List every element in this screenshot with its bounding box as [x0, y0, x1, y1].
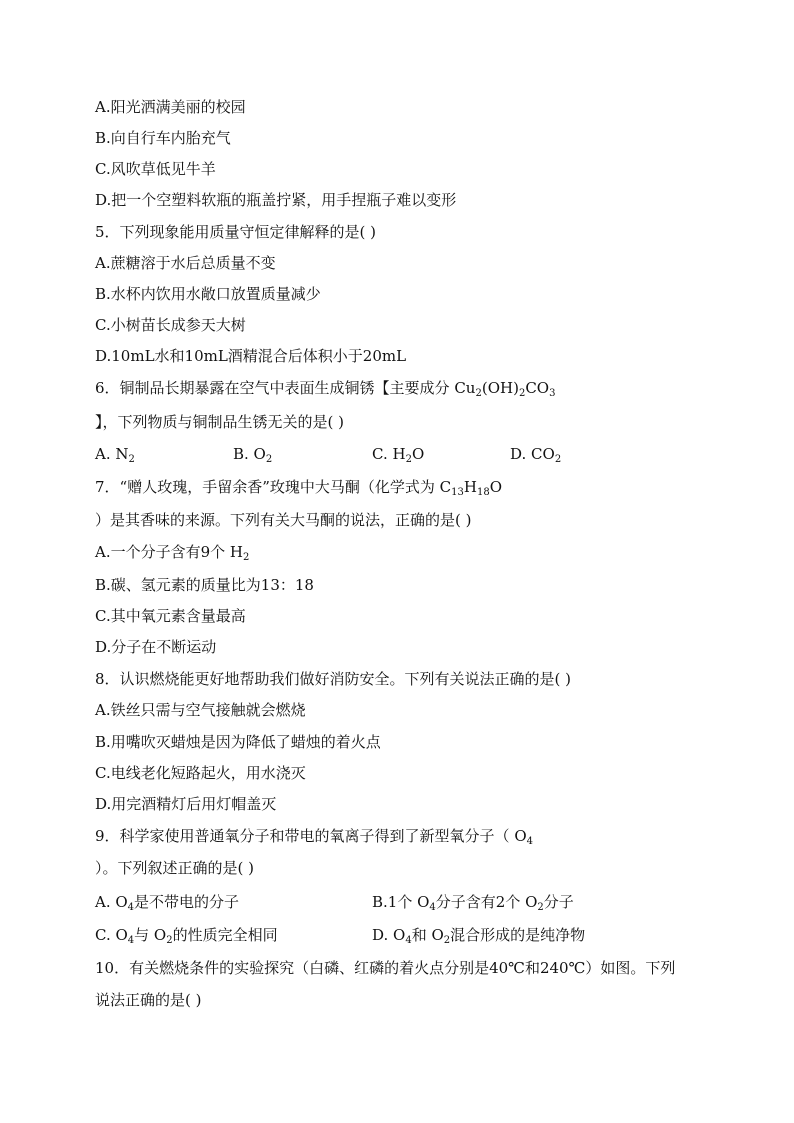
q10-stem-line2: 说法正确的是( )	[95, 991, 202, 1009]
formula-subscript: 4	[127, 902, 135, 913]
q9-option-b	[372, 892, 574, 918]
q9-stem-text: 9．科学家使用普通氧分子和带电的氧离子得到了新型氧分子（ O	[95, 827, 527, 845]
formula-subscript: 2	[518, 388, 526, 399]
q10-stem-line1: 10．有关燃烧条件的实验探究（白磷、红磷的着火点分别是40℃和240℃）如图。下列	[95, 959, 676, 977]
option-text: 的性质完全相同	[172, 926, 278, 944]
q5-stem: 5．下列现象能用质量守恒定律解释的是( )	[95, 223, 377, 241]
option-text: 混合形成的是纯净物	[450, 926, 586, 944]
formula-subscript: 4	[429, 902, 436, 913]
formula-part: Cu	[454, 379, 476, 397]
option-text: D. CO	[510, 445, 555, 463]
q8-option-b: B.用嘴吹灭蜡烛是因为降低了蜡烛的着火点	[95, 733, 381, 751]
q4-option-d: D.把一个空塑料软瓶的瓶盖拧紧，用手捏瓶子难以变形	[95, 191, 457, 209]
q6-option-d	[510, 444, 561, 470]
option-text: A. O	[95, 893, 128, 911]
option-text: B. O	[233, 445, 266, 463]
q4-option-b: B.向自行车内胎充气	[95, 129, 231, 147]
option-text: O	[411, 445, 425, 463]
option-text: C. H	[372, 445, 406, 463]
formula-subscript: 2	[128, 454, 135, 465]
q7-stem-text: 7．“赠人玫瑰，手留余香”玫瑰中大马酮（化学式为 C	[95, 478, 452, 496]
formula-subscript: 2	[265, 454, 273, 465]
q7-option-c: C.其中氧元素含量最高	[95, 607, 246, 625]
formula-subscript: 2	[475, 388, 482, 399]
q6-stem-line2: 】，下列物质与铜制品生锈无关的是( )	[95, 413, 344, 431]
q8-option-a: A.铁丝只需与空气接触就会燃烧	[95, 701, 306, 719]
q9-stem-line2: ）。下列叙述正确的是( )	[95, 859, 254, 877]
q9-stem-line1	[95, 826, 533, 846]
formula-part: (OH)	[481, 379, 519, 397]
q7-stem-line1	[95, 477, 502, 497]
q6-stem-text: 6．铜制品长期暴露在空气中表面生成铜锈【主要成分	[95, 379, 450, 397]
q9-option-c	[95, 925, 278, 951]
option-text: 与 O	[134, 926, 167, 944]
option-text: D. O	[372, 926, 406, 944]
q6-option-a	[95, 444, 135, 470]
option-text: B.1个 O	[372, 893, 430, 911]
option-text: A. N	[95, 445, 129, 463]
formula-subscript: 2	[166, 935, 173, 946]
option-text: C. O	[95, 926, 128, 944]
q8-stem: 8．认识燃烧能更好地帮助我们做好消防安全。下列有关说法正确的是( )	[95, 670, 572, 688]
q5-option-c: C.小树苗长成参天大树	[95, 316, 246, 334]
q5-option-a: A.蔗糖溶于水后总质量不变	[95, 254, 276, 272]
formula-subscript: 2	[243, 552, 250, 563]
formula-subscript: 4	[526, 836, 533, 847]
formula-subscript: 2	[537, 902, 544, 913]
q7-option-b: B.碳、氢元素的质量比为13：18	[95, 576, 314, 594]
q5-option-d: D.10mL水和10mL酒精混合后体积小于20mL	[95, 347, 407, 365]
q6-stem-line1	[95, 378, 555, 398]
formula-subscript: 3	[549, 388, 556, 399]
option-text: A.一个分子含有9个 H	[95, 543, 243, 561]
q6-formula	[454, 379, 555, 397]
q6-option-c	[372, 444, 424, 470]
q9-option-d	[372, 925, 585, 951]
option-text: 分子	[543, 893, 574, 911]
option-text: 分子含有2个 O	[435, 893, 538, 911]
q8-option-d: D.用完酒精灯后用灯帽盖灭	[95, 795, 277, 813]
formula-part: CO	[525, 379, 550, 397]
formula-subscript: 18	[476, 487, 490, 498]
formula-subscript: 2	[443, 935, 451, 946]
formula-part: O	[489, 478, 503, 496]
formula-part: H	[463, 478, 477, 496]
q5-option-b: B.水杯内饮用水敞口放置质量减少	[95, 285, 321, 303]
q9-option-a	[95, 892, 239, 918]
q4-option-a: A.阳光洒满美丽的校园	[95, 98, 246, 116]
q6-option-b	[233, 444, 272, 470]
formula-subscript: 2	[405, 454, 412, 465]
formula-subscript: 13	[451, 487, 464, 498]
formula-subscript: 4	[127, 935, 135, 946]
formula-subscript: 4	[405, 935, 412, 946]
q7-option-d: D.分子在不断运动	[95, 638, 217, 656]
option-text: 是不带电的分子	[134, 893, 240, 911]
q7-stem-line2: ）是其香味的来源。下列有关大马酮的说法，正确的是( )	[95, 511, 472, 529]
q8-option-c: C.电线老化短路起火，用水浇灭	[95, 764, 306, 782]
formula-subscript: 2	[554, 454, 562, 465]
option-text: 和 O	[411, 926, 444, 944]
q7-option-a	[95, 542, 249, 562]
q4-option-c: C.风吹草低见牛羊	[95, 160, 216, 178]
